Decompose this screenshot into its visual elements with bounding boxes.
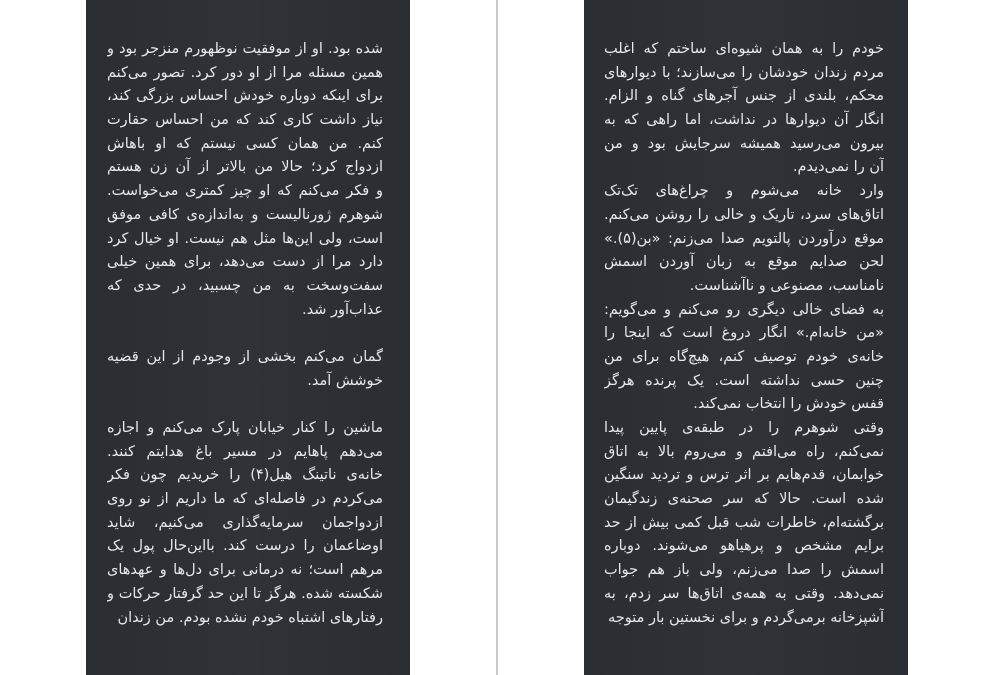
- text-line: ماشین را کنار خیابان پارک می‌کنم و اجازه: [107, 420, 383, 436]
- text-line: برای اینکه دوباره خودش احساس بزرگی کند،: [107, 88, 383, 105]
- text-line: وقتی شوهرم را در طبقه‌ی پایین پیدا: [604, 420, 884, 436]
- text-line: شده بود. او از موفقیت نوظهورم منزجر بود و: [107, 41, 383, 57]
- text-line: رفتارهای اشتباه خودم نشده بودم. من زندان: [117, 609, 383, 626]
- text-line: نامناسب، مصنوعی و ناآشناست.: [689, 277, 884, 294]
- text-line: اوضاعمان را درست کند. بااین‌حال پول یک: [107, 538, 383, 555]
- text-line: آشپزخانه برمی‌گردم و برای نخستین بار متوجه: [608, 609, 884, 626]
- text-line: اتاق‌های سرد، تاریک و خالی را روشن می‌کنم.: [604, 206, 884, 223]
- text-line: خانه‌ی خودم توصیف کنم، هیچ‌گاه برای من: [604, 348, 884, 365]
- text-line: برایم مشخص و پرهیاهو می‌شوند. دوباره: [604, 538, 884, 555]
- text-line: به فضای خالی دیگری رو می‌کنم و می‌گویم:: [604, 301, 884, 318]
- paragraph-gap: [107, 393, 383, 417]
- text-line: ازدواجمان سرمایه‌گذاری می‌کنیم، شاید: [107, 514, 383, 531]
- text-line: بیرون می‌رسید همیشه سرجایش بود و من: [604, 135, 884, 152]
- text-line: خانه‌ی ناتینگ هیل(۴) را خریدیم چون فکر: [107, 467, 383, 484]
- text-line: انگار آن دیوارها در نداشت، اما راهی که به: [604, 112, 884, 129]
- right-page: [584, 0, 908, 675]
- left-page: [86, 0, 410, 675]
- paragraph-gap: [107, 322, 383, 346]
- text-line: شوهرم ژورنالیست و به‌اندازه‌ی کافی موفق: [107, 206, 383, 223]
- text-line: شده است. حالا که سر صحنه‌ی زندگیمان: [604, 491, 884, 508]
- text-line: چنین حسی نداشته است. یک پرنده هرگز: [604, 372, 884, 389]
- text-line: می‌کردم در فاصله‌ای که ما داریم از نو روی: [107, 491, 383, 508]
- text-line: عذاب‌آور شد.: [302, 301, 383, 318]
- text-line: نمی‌دهد. وقتی به همه‌ی اتاق‌ها سر زدم، به: [604, 585, 884, 602]
- text-line: سفت‌وسخت به من چسبید، در حدی که: [107, 277, 383, 294]
- text-line: قفس خودش را انتخاب نمی‌کند.: [693, 396, 884, 413]
- text-line: کنم. من همان کسی نیستم که او باهاش: [107, 135, 383, 152]
- text-line: دارد مرا از دست می‌دهد، برای همین خیلی: [107, 254, 383, 271]
- text-line: خوابمان، قدم‌هایم بر اثر ترس و تردید سنگین: [604, 467, 884, 484]
- text-line: خوشش آمد.: [307, 372, 383, 389]
- text-line: آن را نمی‌دیدم.: [792, 159, 884, 176]
- text-line: برگشته‌ام، خاطرات شب قبل کمی بیش از حد: [604, 514, 884, 531]
- text-line: موقع درآوردن پالتویم صدا می‌زنم: «بن(۵).»: [604, 230, 884, 247]
- text-line: گمان می‌کنم بخشی از وجودم از این قضیه: [107, 348, 383, 365]
- text-line: شکسته شده. هرگز تا این حد گرفتار حرکات و: [107, 585, 383, 602]
- text-line: خودم را به همان شیوه‌ای ساختم که اغلب: [604, 41, 884, 57]
- text-line: وارد خانه می‌شوم و چراغ‌های تک‌تک: [604, 183, 884, 200]
- text-line: است، ولی این‌ها مثل هم نیست. او خیال کرد: [107, 230, 383, 247]
- text-line: مردم زندان خودشان را می‌سازند؛ با دیوارهای: [604, 64, 884, 81]
- text-line: مرهم است؛ نه درمانی برای دل‌ها و عهدهای: [107, 562, 383, 579]
- text-line: و فکر می‌کنم که او چیز کمتری می‌خواست.: [107, 183, 383, 200]
- page-divider: [496, 0, 498, 675]
- text-line: نیاز داشت کاری کند که من احساس حقارت: [107, 112, 383, 129]
- text-line: ازدواج کرد؛ حالا من بالاتر از آن زن هستم: [107, 159, 383, 176]
- text-line: لحن صدایم موقع به زبان آوردن اسمش: [604, 254, 884, 271]
- text-line: همین مسئله مرا از او دور کرد. تصور می‌کنم: [107, 64, 383, 81]
- text-line: «من خانه‌ام.» انگار دروغ است که اینجا را: [604, 325, 884, 342]
- text-line: نمی‌کنم، راه می‌افتم و می‌روم بالا به اتاق: [604, 443, 884, 460]
- text-line: محکم، بلندی از جنس آجرهای گناه و الزام.: [604, 88, 884, 105]
- text-line: می‌دهم پاهایم در مسیر باغ هدایتم کنند.: [107, 443, 383, 460]
- text-line: اسمش را صدا می‌زنم، ولی باز هم جواب: [604, 562, 884, 579]
